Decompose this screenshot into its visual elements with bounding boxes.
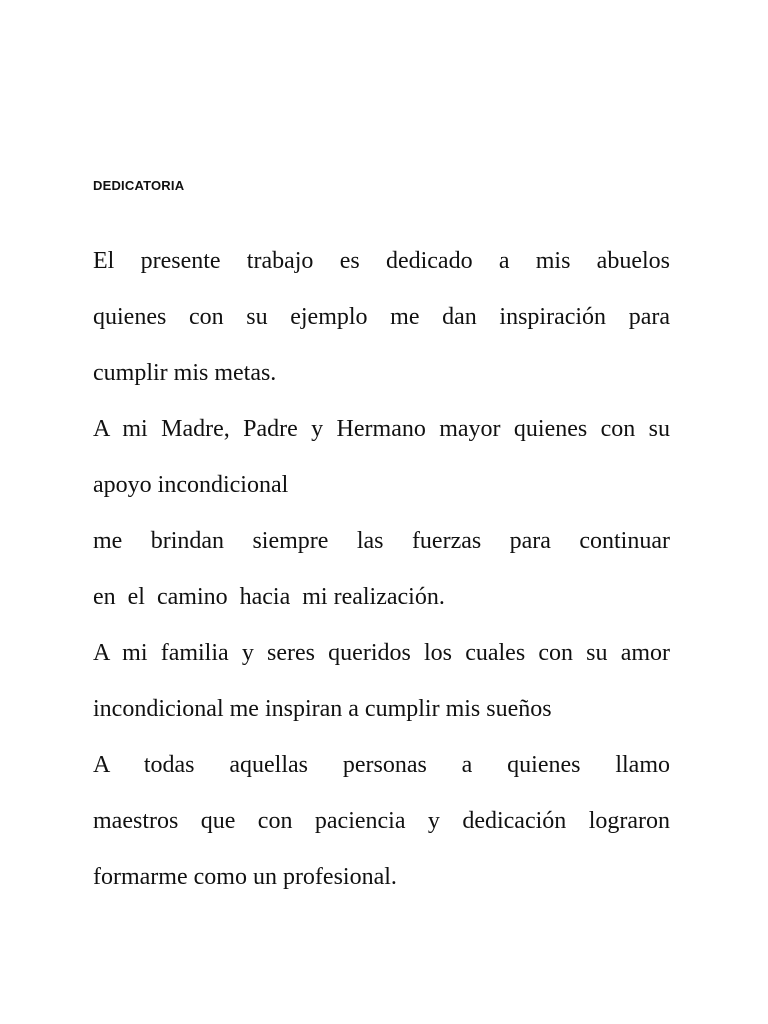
- text-line: cumplir mis metas.: [93, 360, 277, 386]
- text-line: formarme como un profesional.: [93, 864, 397, 890]
- text-line: A todas aquellas personas a quienes llamo: [93, 752, 670, 778]
- text-line: me brindan siempre las fuerzas para continuar: [93, 528, 670, 554]
- text-line: apoyo incondicional: [93, 472, 289, 498]
- page-heading: DEDICATORIA: [93, 178, 185, 193]
- text-line: en el camino hacia mi realización.: [93, 584, 445, 610]
- text-line: quienes con su ejemplo me dan inspiración para: [93, 304, 670, 330]
- text-line: A mi familia y seres queridos los cuales con su amor: [93, 640, 670, 666]
- text-line: A mi Madre, Padre y Hermano mayor quienes con su: [93, 416, 670, 442]
- text-line: incondicional me inspiran a cumplir mis sueños: [93, 696, 552, 722]
- text-line: El presente trabajo es dedicado a mis abuelos: [93, 248, 670, 274]
- text-line: maestros que con paciencia y dedicación lograron: [93, 808, 670, 834]
